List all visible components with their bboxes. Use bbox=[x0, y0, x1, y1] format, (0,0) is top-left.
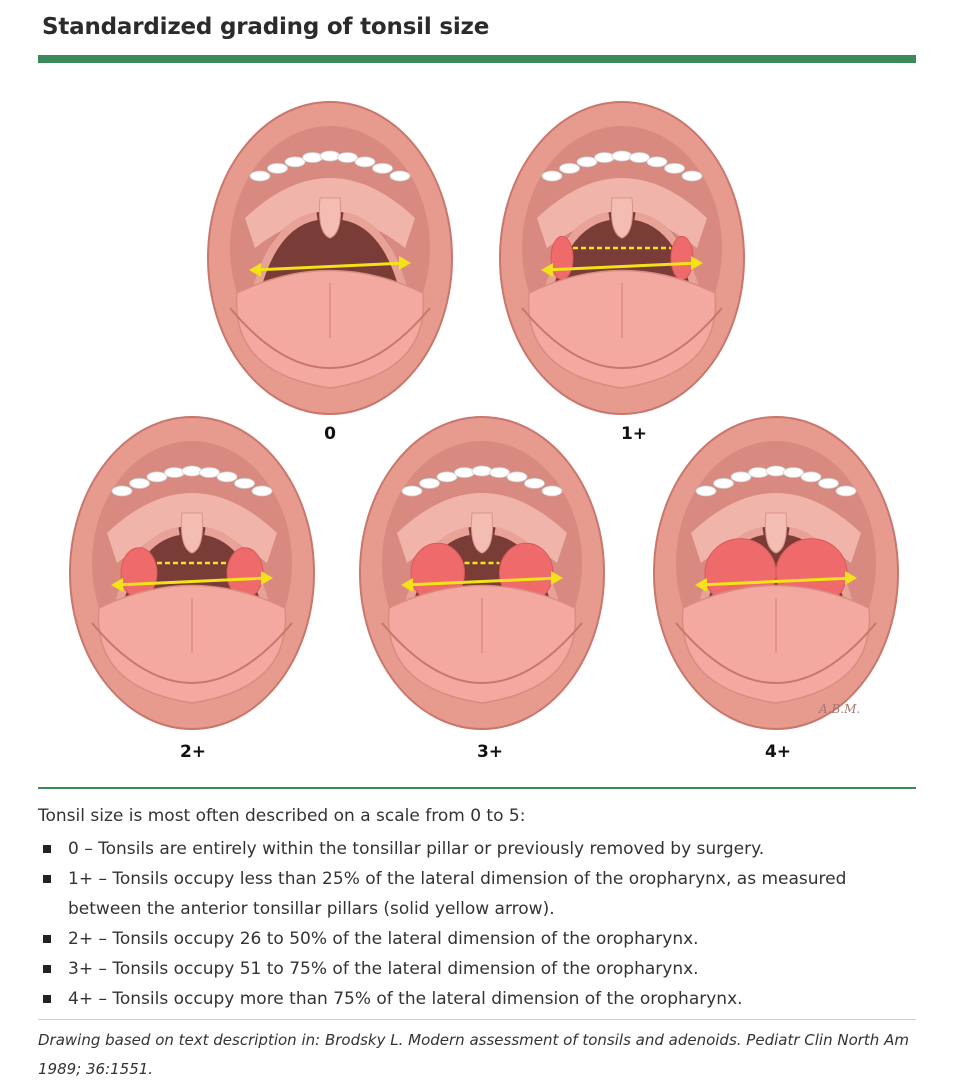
list-item-text: 3+ – Tonsils occupy 51 to 75% of the lateral dimension of the oropharynx. bbox=[68, 959, 699, 979]
tooth bbox=[630, 153, 650, 163]
tooth bbox=[766, 466, 786, 476]
tooth bbox=[577, 157, 597, 167]
list-item-text: 2+ – Tonsils occupy 26 to 50% of the lateral dimension of the oropharynx. bbox=[68, 929, 699, 949]
caption-rule bbox=[38, 1019, 916, 1020]
tooth bbox=[731, 472, 751, 482]
tooth bbox=[217, 472, 237, 482]
mouth-grade-1 bbox=[497, 98, 747, 418]
figure-rule bbox=[38, 787, 916, 789]
list-item-text: 1+ – Tonsils occupy less than 25% of the lateral dimension of the oropharynx, as measured between the anterior tonsillar pillars (solid yellow arrow). bbox=[68, 869, 847, 919]
tooth bbox=[373, 163, 393, 173]
tooth bbox=[560, 163, 580, 173]
grading-intro: Tonsil size is most often described on a scale from 0 to 5: bbox=[38, 806, 526, 826]
bullet-icon bbox=[43, 965, 51, 973]
mouth-grade-3 bbox=[357, 413, 607, 733]
list-item bbox=[38, 834, 918, 864]
tooth bbox=[165, 468, 185, 478]
bullet-icon bbox=[43, 935, 51, 943]
tooth bbox=[507, 472, 527, 482]
tooth bbox=[784, 468, 804, 478]
artist-signature: A.B.M. bbox=[819, 702, 861, 716]
list-item-text: 0 – Tonsils are entirely within the tonsillar pillar or previously removed by surgery. bbox=[68, 839, 765, 859]
tooth bbox=[525, 478, 545, 488]
tooth bbox=[182, 466, 202, 476]
tooth bbox=[147, 472, 167, 482]
tooth bbox=[455, 468, 475, 478]
tooth bbox=[252, 486, 272, 496]
tooth bbox=[130, 478, 150, 488]
tooth bbox=[355, 157, 375, 167]
tooth bbox=[250, 171, 270, 181]
tooth bbox=[490, 468, 510, 478]
tooth bbox=[320, 151, 340, 161]
tooth bbox=[647, 157, 667, 167]
tooth bbox=[542, 171, 562, 181]
tooth bbox=[696, 486, 716, 496]
tooth bbox=[836, 486, 856, 496]
tooth bbox=[402, 486, 422, 496]
grade-label-1: 1+ bbox=[620, 424, 648, 444]
list-item bbox=[38, 924, 918, 954]
tooth bbox=[472, 466, 492, 476]
mouth-grade-2 bbox=[67, 413, 317, 733]
tooth bbox=[612, 151, 632, 161]
tooth bbox=[437, 472, 457, 482]
tooth bbox=[200, 468, 220, 478]
tooth bbox=[749, 468, 769, 478]
left-tonsil bbox=[551, 236, 573, 279]
mouth-grade-0 bbox=[205, 98, 455, 418]
tooth bbox=[595, 153, 615, 163]
tooth bbox=[714, 478, 734, 488]
tooth bbox=[285, 157, 305, 167]
bullet-icon bbox=[43, 995, 51, 1003]
list-item bbox=[38, 954, 918, 984]
list-item-text: 4+ – Tonsils occupy more than 75% of the lateral dimension of the oropharynx. bbox=[68, 989, 743, 1009]
grading-list bbox=[38, 834, 918, 1014]
mouth-grade-4 bbox=[651, 413, 901, 733]
grade-label-0: 0 bbox=[324, 424, 336, 444]
bullet-icon bbox=[43, 845, 51, 853]
grade-label-3: 3+ bbox=[476, 742, 504, 762]
tooth bbox=[390, 171, 410, 181]
figure-caption: Drawing based on text description in: Brodsky L. Modern assessment of tonsils and adenoids. Pediatr Clin North Am 1989; 36:1551. bbox=[38, 1031, 909, 1078]
tooth bbox=[235, 478, 255, 488]
tooth bbox=[665, 163, 685, 173]
tooth bbox=[420, 478, 440, 488]
grade-label-2: 2+ bbox=[179, 742, 207, 762]
tooth bbox=[682, 171, 702, 181]
tooth bbox=[338, 153, 358, 163]
tooth bbox=[542, 486, 562, 496]
bullet-icon bbox=[43, 875, 51, 883]
list-item bbox=[38, 864, 918, 924]
tooth bbox=[819, 478, 839, 488]
page-title: Standardized grading of tonsil size bbox=[42, 14, 490, 40]
list-item bbox=[38, 984, 918, 1014]
right-tonsil bbox=[671, 236, 693, 279]
grade-label-4: 4+ bbox=[764, 742, 792, 762]
tooth bbox=[303, 153, 323, 163]
tooth bbox=[268, 163, 288, 173]
tooth bbox=[801, 472, 821, 482]
tooth bbox=[112, 486, 132, 496]
